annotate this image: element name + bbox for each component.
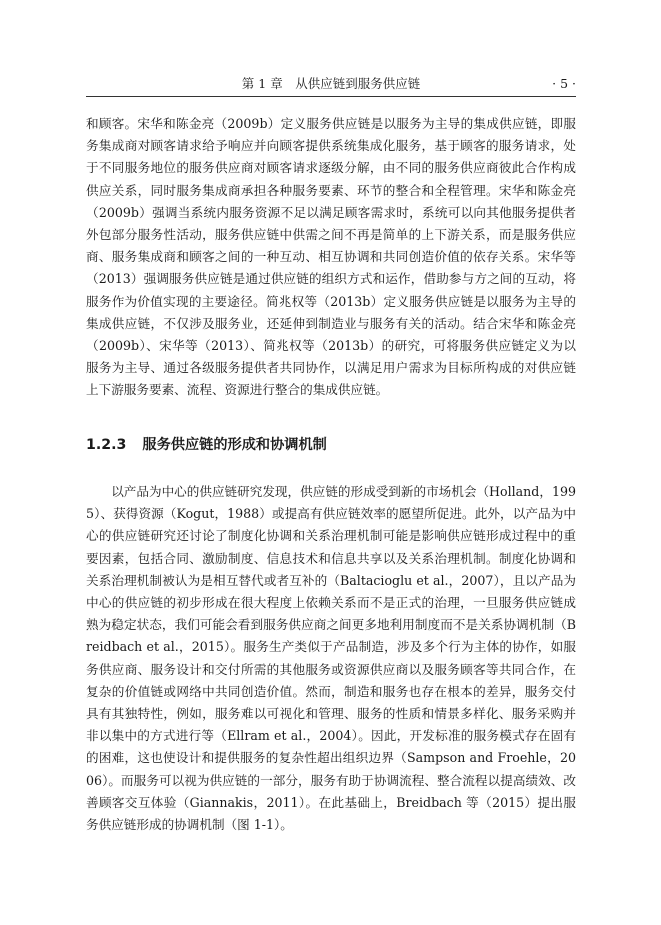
page-number: · 5 · bbox=[552, 76, 576, 91]
body-paragraph: 以产品为中心的供应链研究发现，供应链的形成受到新的市场机会（Holland，1995）、获得资源（Kogut，1988）或提高有供应链效率的愿望所促进。此外，以产品为中心的供应链研究还讨论了制度化协调和关系治理机制可能是影响供应链形成过程中的重要因素，包括合同、激励制度、信息技术和信息共享以及关系治理机制。制度化协调和关系治理机制被认为是相互替代或者互补的（Baltacioglu et al.，2007），且以产品为中心的供应链的初步形成在很大程度上依赖关系而不是正式的治理，一旦服务供应链成熟为稳定状态，我们可能会看到服务供应商之间更多地利用制度而不是关系协调机制（Breidbach et al.，2015）。服务生产类似于产品制造，涉及多个行为主体的协作，如服务供应商、服务设计和交付所需的其他服务或资源供应商以及服务顾客等共同合作，在复杂的价值链或网络中共同创造价值。然而，制造和服务也存在根本的差异，服务交付具有其独特性，例如，服务难以可视化和管理、服务的性质和情景多样化、服务采购并非以集中的方式进行等（Ellram et al.，2004）。因此，开发标准的服务模式存在固有的困难，这也使设计和提供服务的复杂性超出组织边界（Sampson and Froehle，2006）。而服务可以视为供应链的一部分，服务有助于协调流程、整合流程以提高绩效、改善顾客交互体验（Giannakis，2011）。在此基础上，Breidbach 等（2015）提出服务供应链形成的协调机制（图 1-1）。 bbox=[86, 484, 576, 833]
chapter-title: 第 1 章 从供应链到服务供应链 bbox=[241, 76, 421, 91]
section-title: 服务供应链的形成和协调机制 bbox=[142, 437, 327, 453]
header-rule bbox=[86, 96, 576, 97]
running-header bbox=[86, 74, 576, 94]
section-heading bbox=[86, 434, 576, 456]
section-number: 1.2.3 bbox=[86, 437, 127, 453]
body-paragraph: 和顾客。宋华和陈金亮（2009b）定义服务供应链是以服务为主导的集成供应链，即服务集成商对顾客请求给予响应并向顾客提供系统集成化服务，基于顾客的服务请求，处于不同服务地位的服务供应商对顾客请求逐级分解，由不同的服务供应商彼此合作构成供应关系，同时服务集成商承担各种服务要素、环节的整合和全程管理。宋华和陈金亮（2009b）强调当系统内服务资源不足以满足顾客需求时，系统可以向其他服务提供者外包部分服务性活动，服务供应链中供需之间不再是简单的上下游关系，而是服务供应商、服务集成商和顾客之间的一种互动、相互协调和共同创造价值的依存关系。宋华等（2013）强调服务供应链是通过供应链的组织方式和运作，借助参与方之间的互动，将服务作为价值实现的主要途径。简兆权等（2013b）定义服务供应链是以服务为主导的集成供应链，不仅涉及服务业，还延伸到制造业与服务有关的活动。结合宋华和陈金亮（2009b）、宋华等（2013）、简兆权等（2013b）的研究，可将服务供应链定义为以服务为主导、通过各级服务提供者共同协作，以满足用户需求为目标所构成的对供应链上下游服务要素、流程、资源进行整合的集成供应链。 bbox=[86, 116, 576, 398]
